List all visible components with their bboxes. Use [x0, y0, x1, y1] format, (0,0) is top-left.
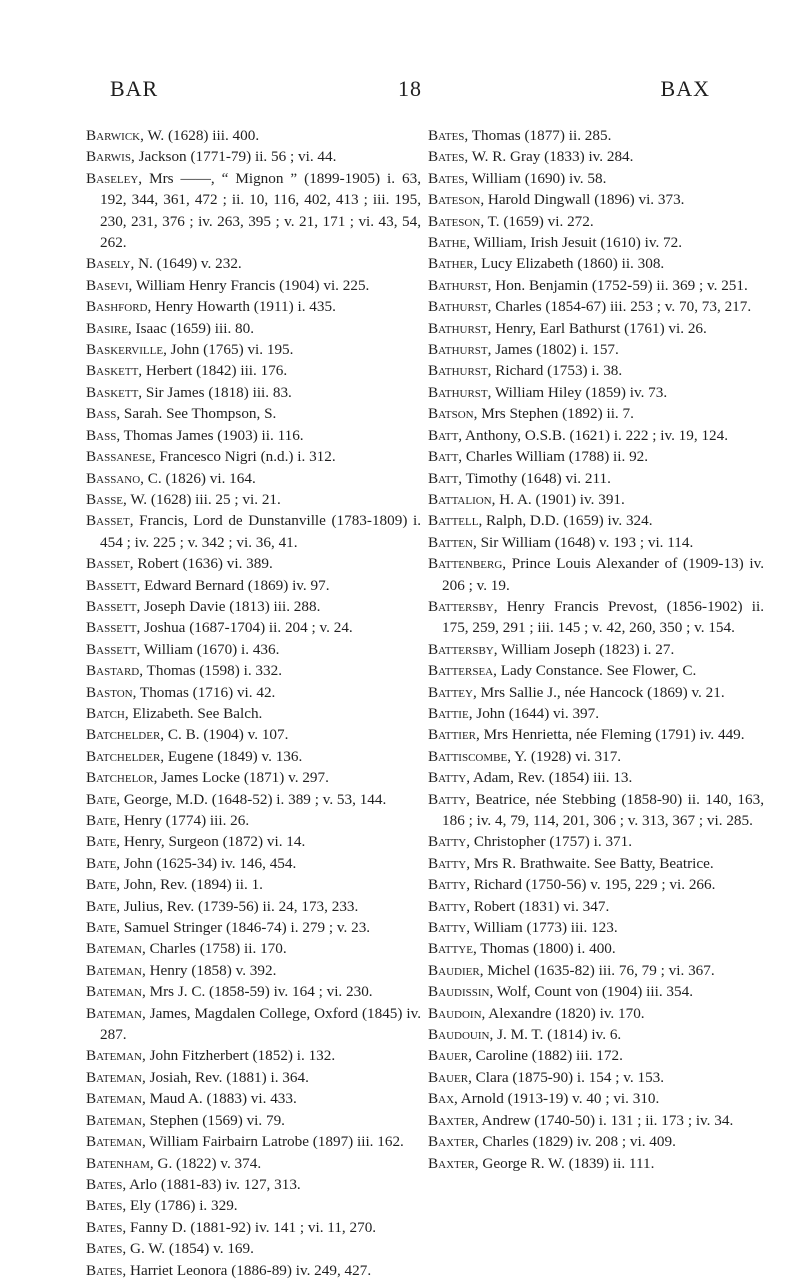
running-head-left: BAR: [110, 76, 159, 101]
entry-reference: , William (1670) i. 436.: [136, 640, 280, 658]
entry-reference: , G. W. (1854) v. 169.: [122, 1240, 254, 1258]
entry-name: Batchelder: [86, 747, 161, 765]
index-entry: [428, 1024, 764, 1045]
entry-name: Bathurst: [428, 362, 488, 380]
index-entry: [86, 489, 421, 510]
index-entry: [86, 938, 421, 959]
entry-name: Batch: [86, 704, 125, 722]
entry-reference: , T. (1659) vi. 272.: [480, 212, 594, 230]
entry-name: Bate: [86, 876, 117, 894]
entry-reference: , George, M.D. (1648-52) i. 389 ; v. 53, 144.: [116, 790, 387, 808]
entry-reference: , Joseph Davie (1813) iii. 288.: [136, 597, 321, 615]
index-entry: [428, 724, 764, 745]
index-entry: [428, 874, 764, 895]
entry-name: Baudier: [428, 961, 480, 979]
index-entry: [428, 1045, 764, 1066]
running-head: [110, 76, 710, 106]
index-entry: [428, 189, 764, 210]
entry-name: Bate: [86, 833, 117, 851]
index-entry: [428, 253, 764, 274]
entry-name: Bateman: [86, 1090, 142, 1108]
entry-name: Bates: [86, 1261, 123, 1279]
entry-name: Basely: [86, 255, 131, 273]
entry-reference: , Andrew (1740-50) i. 131 ; ii. 173 ; iv. 34.: [474, 1111, 734, 1129]
entry-reference: , Henry Francis Prevost, (1856-1902) ii. 175, 259, 291 ; iii. 145 ; v. 42, 260, 350 ; v. 154.: [442, 597, 764, 637]
entry-reference: , W. R. Gray (1833) iv. 284.: [464, 148, 634, 166]
entry-name: Batty: [428, 876, 467, 894]
entry-reference: , Clara (1875-90) i. 154 ; v. 153.: [468, 1068, 665, 1086]
entry-reference: , William Henry Francis (1904) vi. 225.: [128, 276, 370, 294]
index-entry: [428, 532, 764, 553]
entry-name: Basse: [86, 490, 124, 508]
entry-reference: , James Locke (1871) v. 297.: [153, 769, 329, 787]
entry-reference: , C. B. (1904) v. 107.: [160, 726, 289, 744]
entry-reference: , N. (1649) v. 232.: [130, 255, 242, 273]
index-entry: [86, 403, 421, 424]
entry-reference: , Henry, Earl Bathurst (1761) vi. 26.: [487, 319, 707, 337]
entry-name: Bate: [86, 812, 117, 829]
index-entry: [86, 1003, 421, 1046]
index-entry: [428, 232, 764, 253]
entry-name: Batt: [428, 426, 459, 444]
index-entry: [428, 446, 764, 467]
entry-reference: , John (1644) vi. 397.: [468, 704, 600, 722]
entry-reference: , Ralph, D.D. (1659) iv. 324.: [478, 512, 653, 530]
entry-reference: , Francesco Nigri (n.d.) i. 312.: [151, 448, 336, 466]
entry-reference: , W. (1628) iii. 400.: [140, 127, 260, 144]
entry-reference: , Charles (1758) ii. 170.: [141, 940, 287, 958]
entry-name: Bateson: [428, 191, 481, 209]
entry-reference: , Josiah, Rev. (1881) i. 364.: [141, 1068, 309, 1086]
index-entry: [428, 1088, 764, 1109]
entry-reference: , James, Magdalen College, Oxford (1845) iv. 287.: [100, 1004, 421, 1044]
entry-name: Bates: [428, 127, 465, 144]
index-entry: [428, 639, 764, 660]
index-entry: [428, 211, 764, 232]
entry-name: Baskett: [86, 383, 139, 401]
index-column-left: [86, 125, 421, 1281]
entry-name: Bass: [86, 426, 117, 444]
entry-reference: , Henry, Surgeon (1872) vi. 14.: [116, 833, 306, 851]
entry-name: Battiscombe: [428, 747, 508, 765]
entry-reference: , Joshua (1687-1704) ii. 204 ; v. 24.: [136, 619, 353, 637]
entry-name: Bathurst: [428, 319, 488, 337]
entry-reference: , William, Irish Jesuit (1610) iv. 72.: [466, 234, 683, 252]
entry-name: Batenham: [86, 1154, 150, 1172]
entry-reference: , Ely (1786) i. 329.: [122, 1197, 238, 1215]
index-entry: [428, 489, 764, 510]
entry-name: Basset: [86, 555, 130, 573]
entry-reference: , Isaac (1659) iii. 80.: [127, 319, 255, 337]
index-entry: [428, 660, 764, 681]
index-entry: [428, 917, 764, 938]
entry-reference: , G. (1822) v. 374.: [149, 1154, 262, 1172]
entry-reference: , Herbert (1842) iii. 176.: [138, 362, 288, 380]
index-entry: [428, 1131, 764, 1152]
index-entry: [428, 553, 764, 596]
entry-reference: , Edward Bernard (1869) iv. 97.: [136, 576, 330, 594]
entry-name: Batson: [428, 405, 474, 423]
index-entry: [428, 746, 764, 767]
entry-name: Bates: [86, 1175, 123, 1193]
index-entry: [86, 746, 421, 767]
entry-name: Bathe: [428, 234, 467, 252]
entry-reference: , Thomas (1716) vi. 42.: [132, 683, 276, 701]
index-entry: [428, 1003, 764, 1024]
index-entry: [86, 253, 421, 274]
index-entry: [86, 1110, 421, 1131]
entry-name: Bassett: [86, 576, 137, 594]
index-entry: [86, 168, 421, 254]
entry-reference: , Robert (1636) vi. 389.: [129, 555, 273, 573]
entry-reference: , Anthony, O.S.B. (1621) i. 222 ; iv. 19, 124.: [458, 426, 729, 444]
entry-name: Batt: [428, 448, 459, 466]
entry-reference: , Christopher (1757) i. 371.: [466, 833, 633, 851]
entry-name: Bateman: [86, 1111, 142, 1129]
entry-name: Battie: [428, 704, 469, 722]
entry-reference: , George R. W. (1839) ii. 111.: [474, 1154, 655, 1172]
entry-reference: , Richard (1753) i. 38.: [487, 362, 623, 380]
entry-name: Bathurst: [428, 341, 488, 359]
index-entry: [86, 917, 421, 938]
index-entry: [86, 703, 421, 724]
index-entry: [86, 789, 421, 810]
index-entry: [86, 853, 421, 874]
entry-name: Baudissin: [428, 983, 490, 1001]
index-entry: [428, 360, 764, 381]
entry-name: Bates: [86, 1197, 123, 1215]
entry-reference: , Arnold (1913-19) v. 40 ; vi. 310.: [454, 1090, 660, 1108]
index-entry: [86, 639, 421, 660]
page-number: 18: [398, 76, 422, 101]
entry-reference: , Samuel Stringer (1846-74) i. 279 ; v. 23.: [116, 919, 371, 937]
entry-reference: , Elizabeth. See Balch.: [124, 704, 263, 722]
index-entry: [428, 960, 764, 981]
index-entry: [86, 146, 421, 167]
index-entry: [428, 168, 764, 189]
entry-reference: , Thomas (1877) ii. 285.: [464, 127, 612, 144]
entry-name: Bashford: [86, 298, 148, 316]
entry-name: Bather: [428, 255, 474, 273]
entry-name: Batten: [428, 533, 473, 551]
entry-name: Bateman: [86, 1004, 142, 1022]
index-entry: [86, 575, 421, 596]
entry-name: Baudouin: [428, 1026, 490, 1044]
index-entry: [428, 596, 764, 639]
index-entry: [86, 874, 421, 895]
index-entry: [86, 468, 421, 489]
entry-name: Bax: [428, 1090, 455, 1108]
index-entry: [86, 896, 421, 917]
entry-name: Bateman: [86, 940, 142, 958]
entry-reference: , Caroline (1882) iii. 172.: [468, 1047, 623, 1065]
entry-name: Bassano: [86, 469, 141, 487]
entry-name: Bauer: [428, 1047, 469, 1065]
entry-reference: , Thomas (1598) i. 332.: [139, 662, 282, 680]
entry-name: Bathurst: [428, 298, 488, 316]
index-entry: [86, 1088, 421, 1109]
entry-reference: , William Hiley (1859) iv. 73.: [487, 383, 668, 401]
entry-reference: , John, Rev. (1894) ii. 1.: [116, 876, 263, 894]
entry-reference: , Mrs Stephen (1892) ii. 7.: [473, 405, 634, 423]
index-entry: [86, 1045, 421, 1066]
entry-name: Battersby: [428, 640, 494, 658]
entry-reference: , Lucy Elizabeth (1860) ii. 308.: [473, 255, 665, 273]
entry-name: Baxter: [428, 1133, 475, 1151]
entry-reference: , Henry Howarth (1911) i. 435.: [147, 298, 336, 316]
entry-name: Batty: [428, 854, 467, 872]
entry-reference: , Jackson (1771-79) ii. 56 ; vi. 44.: [130, 148, 337, 166]
index-column-right: [428, 125, 764, 1174]
entry-name: Baxter: [428, 1154, 475, 1172]
index-entry: [86, 275, 421, 296]
index-entry: [86, 724, 421, 745]
entry-name: Batchelor: [86, 769, 154, 787]
entry-reference: , H. A. (1901) iv. 391.: [491, 490, 625, 508]
entry-reference: , Adam, Rev. (1854) iii. 13.: [466, 769, 633, 787]
entry-reference: , Eugene (1849) v. 136.: [160, 747, 303, 765]
index-entry: [86, 810, 421, 831]
entry-name: Baseley: [86, 169, 139, 187]
entry-reference: , Mrs Henrietta, née Fleming (1791) iv. 449.: [476, 726, 745, 744]
entry-name: Baston: [86, 683, 133, 701]
entry-name: Bastard: [86, 662, 140, 680]
entry-name: Batty: [428, 897, 467, 915]
index-entry: [86, 960, 421, 981]
entry-name: Batty: [428, 790, 467, 808]
index-entry: [428, 339, 764, 360]
entry-reference: , Charles (1854-67) iii. 253 ; v. 70, 73, 217.: [487, 298, 752, 316]
entry-reference: , Harriet Leonora (1886-89) iv. 249, 427.: [122, 1261, 372, 1279]
entry-name: Bateman: [86, 1068, 142, 1086]
index-entry: [86, 446, 421, 467]
entry-reference: , Lady Constance. See Flower, C.: [493, 662, 697, 680]
index-entry: [428, 275, 764, 296]
index-entry: [86, 553, 421, 574]
index-entry: [86, 767, 421, 788]
index-entry: [428, 703, 764, 724]
entry-name: Bateman: [86, 983, 142, 1001]
entry-reference: , Arlo (1881-83) iv. 127, 313.: [122, 1175, 301, 1193]
entry-reference: , William (1773) iii. 123.: [466, 919, 618, 937]
entry-name: Bate: [86, 897, 117, 915]
entry-name: Bateson: [428, 212, 481, 230]
entry-reference: , Thomas James (1903) ii. 116.: [116, 426, 304, 444]
index-entry: [86, 318, 421, 339]
entry-name: Basset: [86, 512, 130, 530]
entry-name: Bateman: [86, 1047, 142, 1065]
entry-name: Barwick: [86, 127, 141, 144]
index-entry: [428, 468, 764, 489]
entry-reference: , Beatrice, née Stebbing (1858-90) ii. 140, 163, 186 ; iv. 4, 79, 114, 201, 306 ; v. 313, 367 ; vi. 285.: [442, 790, 764, 829]
index-entry: [86, 125, 421, 146]
entry-reference: , John Fitzherbert (1852) i. 132.: [141, 1047, 336, 1065]
entry-reference: , Mrs ——, “ Mignon ” (1899-1905) i. 63, 192, 344, 361, 472 ; ii. 10, 116, 402, 413 ; iii. 195, 230, 231, 376 ; iv. 263, 395 ; v. 21, 171 ; vi. 43, 54, 262.: [100, 169, 421, 252]
entry-name: Baudoin: [428, 1004, 482, 1022]
entry-name: Batt: [428, 469, 459, 487]
index-entry: [86, 981, 421, 1002]
entry-reference: , Sarah. See Thompson, S.: [116, 405, 277, 423]
index-entry: [428, 1110, 764, 1131]
index-entry: [428, 767, 764, 788]
entry-reference: , Mrs Sallie J., née Hancock (1869) v. 21.: [472, 683, 725, 701]
entry-reference: , Charles William (1788) ii. 92.: [458, 448, 649, 466]
index-entry: [86, 425, 421, 446]
entry-reference: , Stephen (1569) vi. 79.: [141, 1111, 285, 1129]
entry-name: Battersby: [428, 597, 494, 615]
entry-reference: , Timothy (1648) vi. 211.: [458, 469, 611, 487]
entry-reference: , C. (1826) vi. 164.: [140, 469, 256, 487]
entry-name: Baskett: [86, 362, 139, 380]
entry-name: Bathurst: [428, 276, 488, 294]
entry-name: Battier: [428, 726, 477, 744]
entry-reference: , William Joseph (1823) i. 27.: [493, 640, 675, 658]
entry-name: Battell: [428, 512, 479, 530]
entry-reference: , Michel (1635-82) iii. 76, 79 ; vi. 367.: [479, 961, 715, 979]
index-entry: [428, 510, 764, 531]
entry-reference: , Fanny D. (1881-92) iv. 141 ; vi. 11, 270.: [122, 1218, 377, 1236]
entry-reference: , William (1690) iv. 58.: [464, 169, 607, 187]
index-entry: [86, 510, 421, 553]
entry-name: Bates: [86, 1218, 123, 1236]
entry-reference: , Hon. Benjamin (1752-59) ii. 369 ; v. 251.: [487, 276, 748, 294]
entry-reference: , Mrs J. C. (1858-59) iv. 164 ; vi. 230.: [141, 983, 373, 1001]
index-entry: [428, 789, 764, 832]
index-entry: [86, 1131, 421, 1152]
index-entry: [86, 1238, 421, 1259]
index-entry: [86, 1260, 421, 1281]
entry-name: Battersea: [428, 662, 494, 680]
entry-reference: , William Fairbairn Latrobe (1897) iii. 162.: [141, 1133, 404, 1151]
entry-name: Bate: [86, 854, 117, 872]
index-entry: [86, 382, 421, 403]
index-entry: [86, 1195, 421, 1216]
entry-reference: , Alexandre (1820) iv. 170.: [481, 1004, 645, 1022]
entry-reference: , Charles (1829) iv. 208 ; vi. 409.: [474, 1133, 676, 1151]
index-entry: [428, 896, 764, 917]
index-entry: [428, 382, 764, 403]
entry-reference: , Henry (1774) iii. 26.: [116, 812, 250, 829]
entry-reference: , Francis, Lord de Dunstanville (1783-1809) i. 454 ; iv. 225 ; v. 342 ; vi. 36, 41.: [100, 512, 421, 551]
entry-name: Bateman: [86, 1133, 142, 1151]
index-entry: [428, 296, 764, 317]
index-entry: [428, 981, 764, 1002]
entry-name: Battey: [428, 683, 473, 701]
entry-name: Bassett: [86, 640, 137, 658]
index-entry: [428, 938, 764, 959]
entry-name: Batty: [428, 833, 467, 851]
entry-name: Battalion: [428, 490, 492, 508]
index-entry: [428, 425, 764, 446]
index-entry: [428, 318, 764, 339]
entry-name: Bassett: [86, 619, 137, 637]
index-entry: [86, 1174, 421, 1195]
index-entry: [86, 617, 421, 638]
entry-reference: , W. (1628) iii. 25 ; vi. 21.: [123, 490, 281, 508]
entry-name: Battenberg: [428, 555, 503, 573]
index-entry: [428, 853, 764, 874]
index-entry: [86, 339, 421, 360]
entry-name: Barwis: [86, 148, 131, 166]
entry-name: Basire: [86, 319, 128, 337]
entry-reference: , Maud A. (1883) vi. 433.: [141, 1090, 297, 1108]
entry-reference: , Richard (1750-56) v. 195, 229 ; vi. 266.: [466, 876, 716, 894]
index-entry: [86, 296, 421, 317]
index-entry: [428, 1067, 764, 1088]
index-entry: [428, 125, 764, 146]
entry-reference: , Sir James (1818) iii. 83.: [138, 383, 292, 401]
entry-name: Bass: [86, 405, 117, 423]
entry-reference: , James (1802) i. 157.: [487, 341, 619, 359]
entry-reference: , Robert (1831) vi. 347.: [466, 897, 610, 915]
entry-name: Baxter: [428, 1111, 475, 1129]
entry-name: Baskerville: [86, 341, 164, 359]
entry-reference: , Prince Louis Alexander of (1909-13) iv. 206 ; v. 19.: [442, 555, 764, 594]
entry-reference: , Thomas (1800) i. 400.: [472, 940, 616, 958]
index-entry: [86, 1217, 421, 1238]
entry-reference: , Julius, Rev. (1739-56) ii. 24, 173, 233.: [116, 897, 359, 915]
index-entry: [428, 682, 764, 703]
entry-name: Batchelder: [86, 726, 161, 744]
entry-name: Batty: [428, 769, 467, 787]
entry-name: Battye: [428, 940, 473, 958]
entry-name: Bates: [86, 1240, 123, 1258]
index-entry: [86, 831, 421, 852]
index-entry: [428, 146, 764, 167]
entry-reference: , Mrs R. Brathwaite. See Batty, Beatrice.: [466, 854, 714, 872]
entry-name: Bates: [428, 148, 465, 166]
index-entry: [86, 1067, 421, 1088]
index-entry: [428, 831, 764, 852]
entry-name: Bateman: [86, 961, 142, 979]
entry-reference: , J. M. T. (1814) iv. 6.: [489, 1026, 622, 1044]
entry-name: Bate: [86, 919, 117, 937]
entry-reference: , Wolf, Count von (1904) iii. 354.: [489, 983, 693, 1001]
entry-name: Batty: [428, 919, 467, 937]
index-entry: [86, 596, 421, 617]
entry-name: Bate: [86, 790, 117, 808]
entry-name: Bates: [428, 169, 465, 187]
index-entry: [86, 682, 421, 703]
entry-reference: , Sir William (1648) v. 193 ; vi. 114.: [472, 533, 694, 551]
index-entry: [86, 360, 421, 381]
entry-reference: , John (1765) vi. 195.: [163, 341, 294, 359]
index-entry: [428, 1153, 764, 1174]
entry-name: Bauer: [428, 1068, 469, 1086]
index-entry: [86, 660, 421, 681]
entry-reference: , John (1625-34) iv. 146, 454.: [116, 854, 297, 872]
entry-reference: , Harold Dingwall (1896) vi. 373.: [480, 191, 685, 209]
entry-reference: , Y. (1928) vi. 317.: [507, 747, 622, 765]
index-entry: [86, 1153, 421, 1174]
entry-name: Basevi: [86, 276, 129, 294]
entry-name: Bathurst: [428, 383, 488, 401]
running-head-right: BAX: [660, 76, 710, 101]
entry-reference: , Henry (1858) v. 392.: [141, 961, 277, 979]
entry-name: Bassanese: [86, 448, 152, 466]
index-entry: [428, 403, 764, 424]
entry-name: Bassett: [86, 597, 137, 615]
